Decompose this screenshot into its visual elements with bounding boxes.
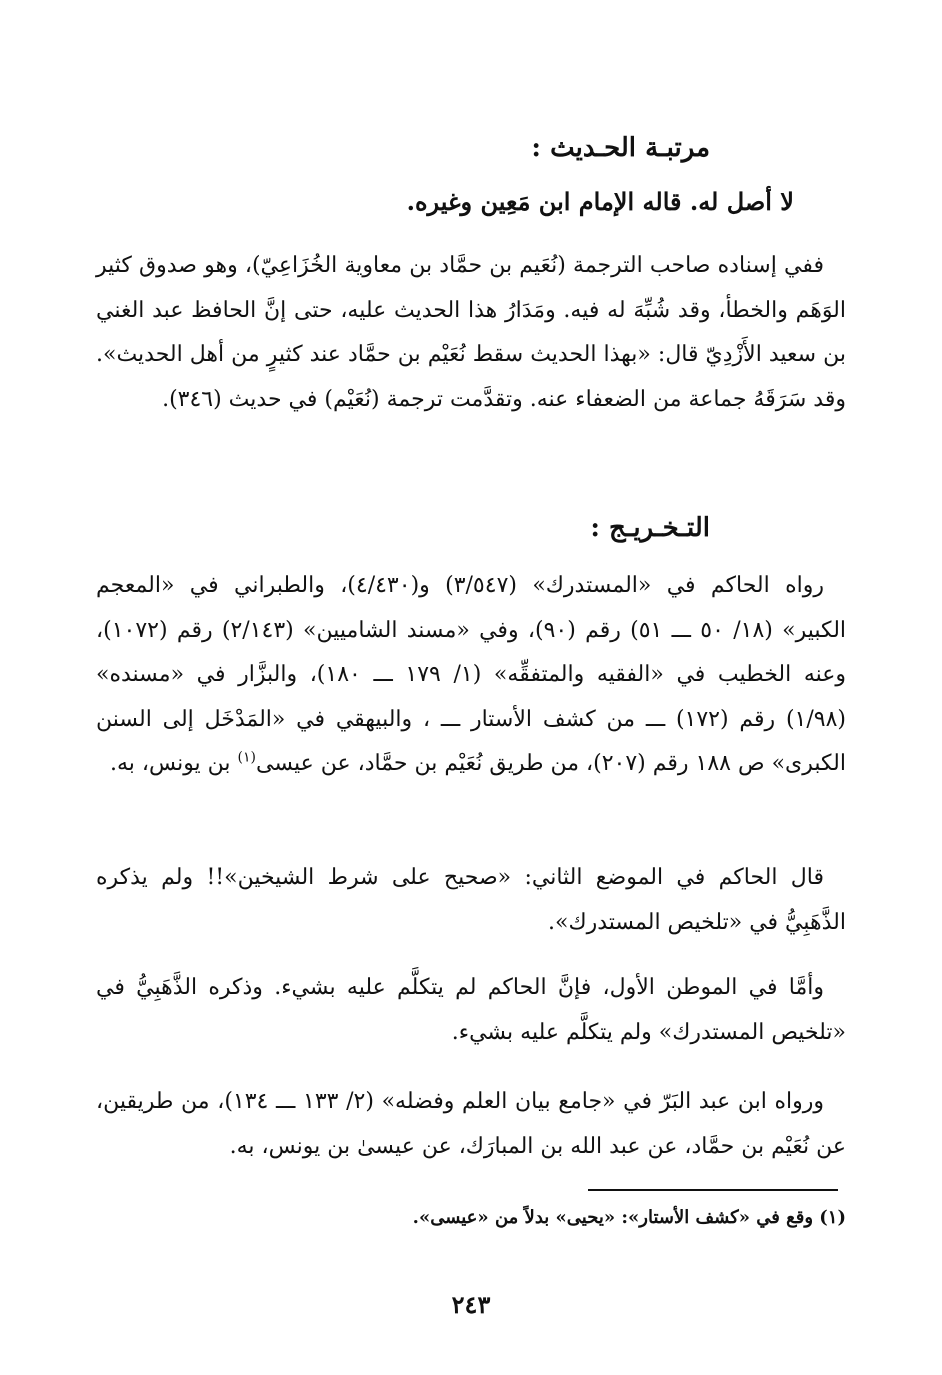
takhrij-p1-tail: بن يونس، به. [110, 751, 238, 776]
takhrij-paragraph-3 [96, 966, 846, 1055]
footnote-divider [588, 1189, 838, 1191]
takhrij-paragraph-1-text [96, 564, 846, 787]
footnote-mark: (١) [237, 749, 257, 766]
page-number: ٢٤٣ [451, 1290, 491, 1319]
takhrij-paragraph-2 [96, 856, 846, 945]
grade-statement: لا أصل له. قاله الإمام ابن مَعِين وغيره. [406, 187, 794, 216]
takhrij-paragraph-2-text: قال الحاكم في الموضع الثاني: «صحيح على شرط الشيخين»!! ولم يذكره الذَّهَبِيُّ في «تلخيص المستدرك». [96, 865, 846, 935]
grade-heading: مرتبـة الحـديث : [531, 133, 710, 163]
footnote: (١) وقع في «كشف الأستار»: «يحيى» بدلاً من «عيسى». [412, 1207, 846, 1228]
grade-paragraph-text: ففي إسناده صاحب الترجمة (نُعَيم بن حمَّاد بن معاوية الخُزَاعِيّ)، وهو صدوق كثير الوَهَم والخطأ، وقد شُبِّهَ له فيه. ومَدَارُ هذا الحديث عليه، حتى إنَّ الحافظ عبد الغني بن سعيد الأَزْدِيّ قال: «بهذا الحديث سقط نُعَيْم بن حمَّاد عند كثيرٍ من أهل الحديث». وقد سَرَقَهُ جماعة من الضعفاء عنه. وتقدَّمت ترجمة (نُعَيْم) في حديث (٣٤٦). [96, 253, 846, 412]
takhrij-paragraph-4 [96, 1080, 846, 1169]
takhrij-paragraph-4-text: ورواه ابن عبد البَرّ في «جامع بيان العلم وفضله» (٢/ ١٣٣ ـــ ١٣٤)، من طريقين، عن نُعَيْم بن حمَّاد، عن عبد الله بن المبارَك، عن عيسىٰ بن يونس، به. [96, 1089, 846, 1159]
takhrij-p1-main: رواه الحاكم في «المستدرك» (٣/٥٤٧) و(٤/٤٣٠)، والطبراني في «المعجم الكبير» (١٨/ ٥٠ ـــ ٥١) رقم (٩٠)، وفي «مسند الشاميين» (٢/١٤٣) رقم (١٠٧٢)، وعنه الخطيب في «الفقيه والمتفقِّه» (١/ ١٧٩ ـــ ١٨٠)، والبزَّار في «مسنده» (١/٩٨) رقم (١٧٢) ـــ من كشف الأستار ـــ ، والبيهقي في «المَدْخَل إلى السنن الكبرى» ص ١٨٨ رقم (٢٠٧)، من طريق نُعَيْم بن حمَّاد، عن عيسى [96, 573, 847, 776]
takhrij-paragraph-3-text: وأمَّا في الموطن الأول، فإنَّ الحاكم لم يتكلَّم عليه بشيء. وذكره الذَّهَبِيُّ في «تلخيص المستدرك» ولم يتكلَّم عليه بشيء. [96, 975, 846, 1045]
takhrij-heading: التـخـريـج : [590, 513, 710, 543]
grade-paragraph [96, 244, 846, 422]
takhrij-paragraph-1 [96, 564, 846, 787]
